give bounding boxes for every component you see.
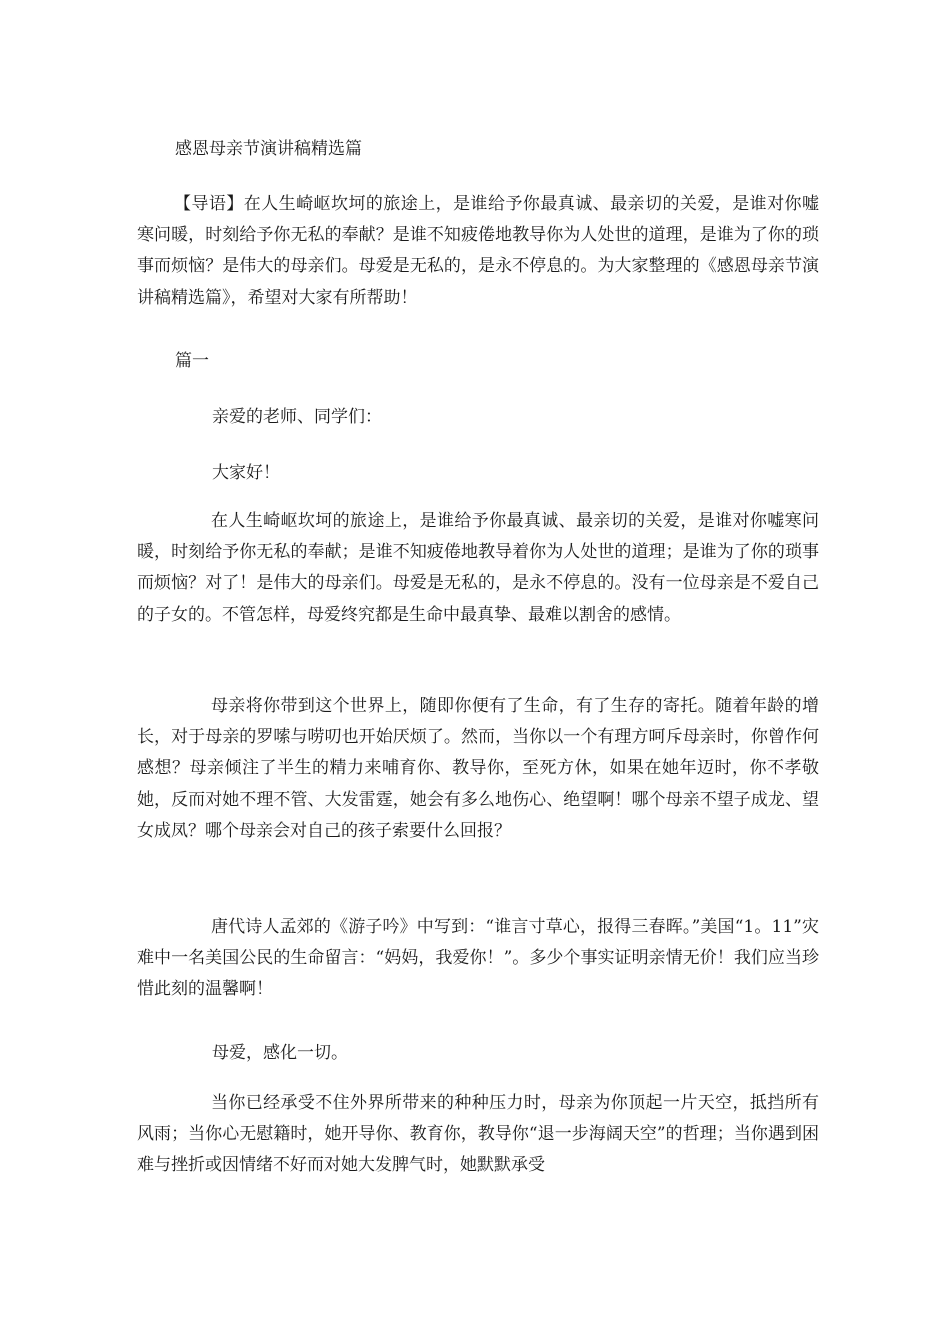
greeting: 大家好！ — [212, 463, 280, 483]
salutation: 亲爱的老师、同学们： — [212, 407, 382, 427]
body-paragraph-5: 当你已经承受不住外界所带来的种种压力时，母亲为你顶起一片天空，抵挡所有风雨；当你心无慰籍时，她开导你、教育你，教导你“退一步海阔天空”的哲理；当你遇到困难与挫折或因情绪不好而对她大发脾气时，她默默承受 — [137, 1093, 819, 1176]
document-title: 感恩母亲节演讲稿精选篇 — [175, 139, 362, 159]
intro-paragraph: 【导语】在人生崎岖坎坷的旅途上，是谁给予你最真诚、最亲切的关爱，是谁对你嘘寒问暖，时刻给予你无私的奉献？是谁不知疲倦地教导你为人处世的道理，是谁为了你的琐事而烦恼？是伟大的母亲们。母爱是无私的，是永不停息的。为大家整理的《感恩母亲节演讲稿精选篇》，希望对大家有所帮助！ — [137, 194, 819, 308]
body-paragraph-1: 在人生崎岖坎坷的旅途上，是谁给予你最真诚、最亲切的关爱，是谁对你嘘寒问暖，时刻给予你无私的奉献；是谁不知疲倦地教导着你为人处世的道理；是谁为了你的琐事而烦恼？对了！是伟大的母亲们。母爱是无私的，是永不停息的。没有一位母亲是不爱自己的子女的。不管怎样，母爱终究都是生命中最真挚、最难以割舍的感情。 — [137, 511, 819, 625]
section-label: 篇一 — [175, 351, 209, 371]
body-paragraph-2: 母亲将你带到这个世界上，随即你便有了生命，有了生存的寄托。随着年龄的增长，对于母亲的罗嗦与唠叨也开始厌烦了。然而，当你以一个有理方呵斥母亲时，你曾作何感想？母亲倾注了半生的精力来哺育你、教导你，至死方休，如果在她年迈时，你不孝敬她，反而对她不理不管、大发雷霆，她会有多么地伤心、绝望啊！哪个母亲不望子成龙、望女成凤？哪个母亲会对自己的孩子索要什么回报？ — [137, 696, 819, 841]
body-paragraph-3: 唐代诗人孟郊的《游子吟》中写到：“谁言寸草心，报得三春晖。”美国“1。11”灾难中一名美国公民的生命留言：“妈妈，我爱你！”。多少个事实证明亲情无价！我们应当珍惜此刻的温馨啊！ — [137, 917, 819, 1000]
body-paragraph-4: 母爱，感化一切。 — [212, 1043, 348, 1063]
